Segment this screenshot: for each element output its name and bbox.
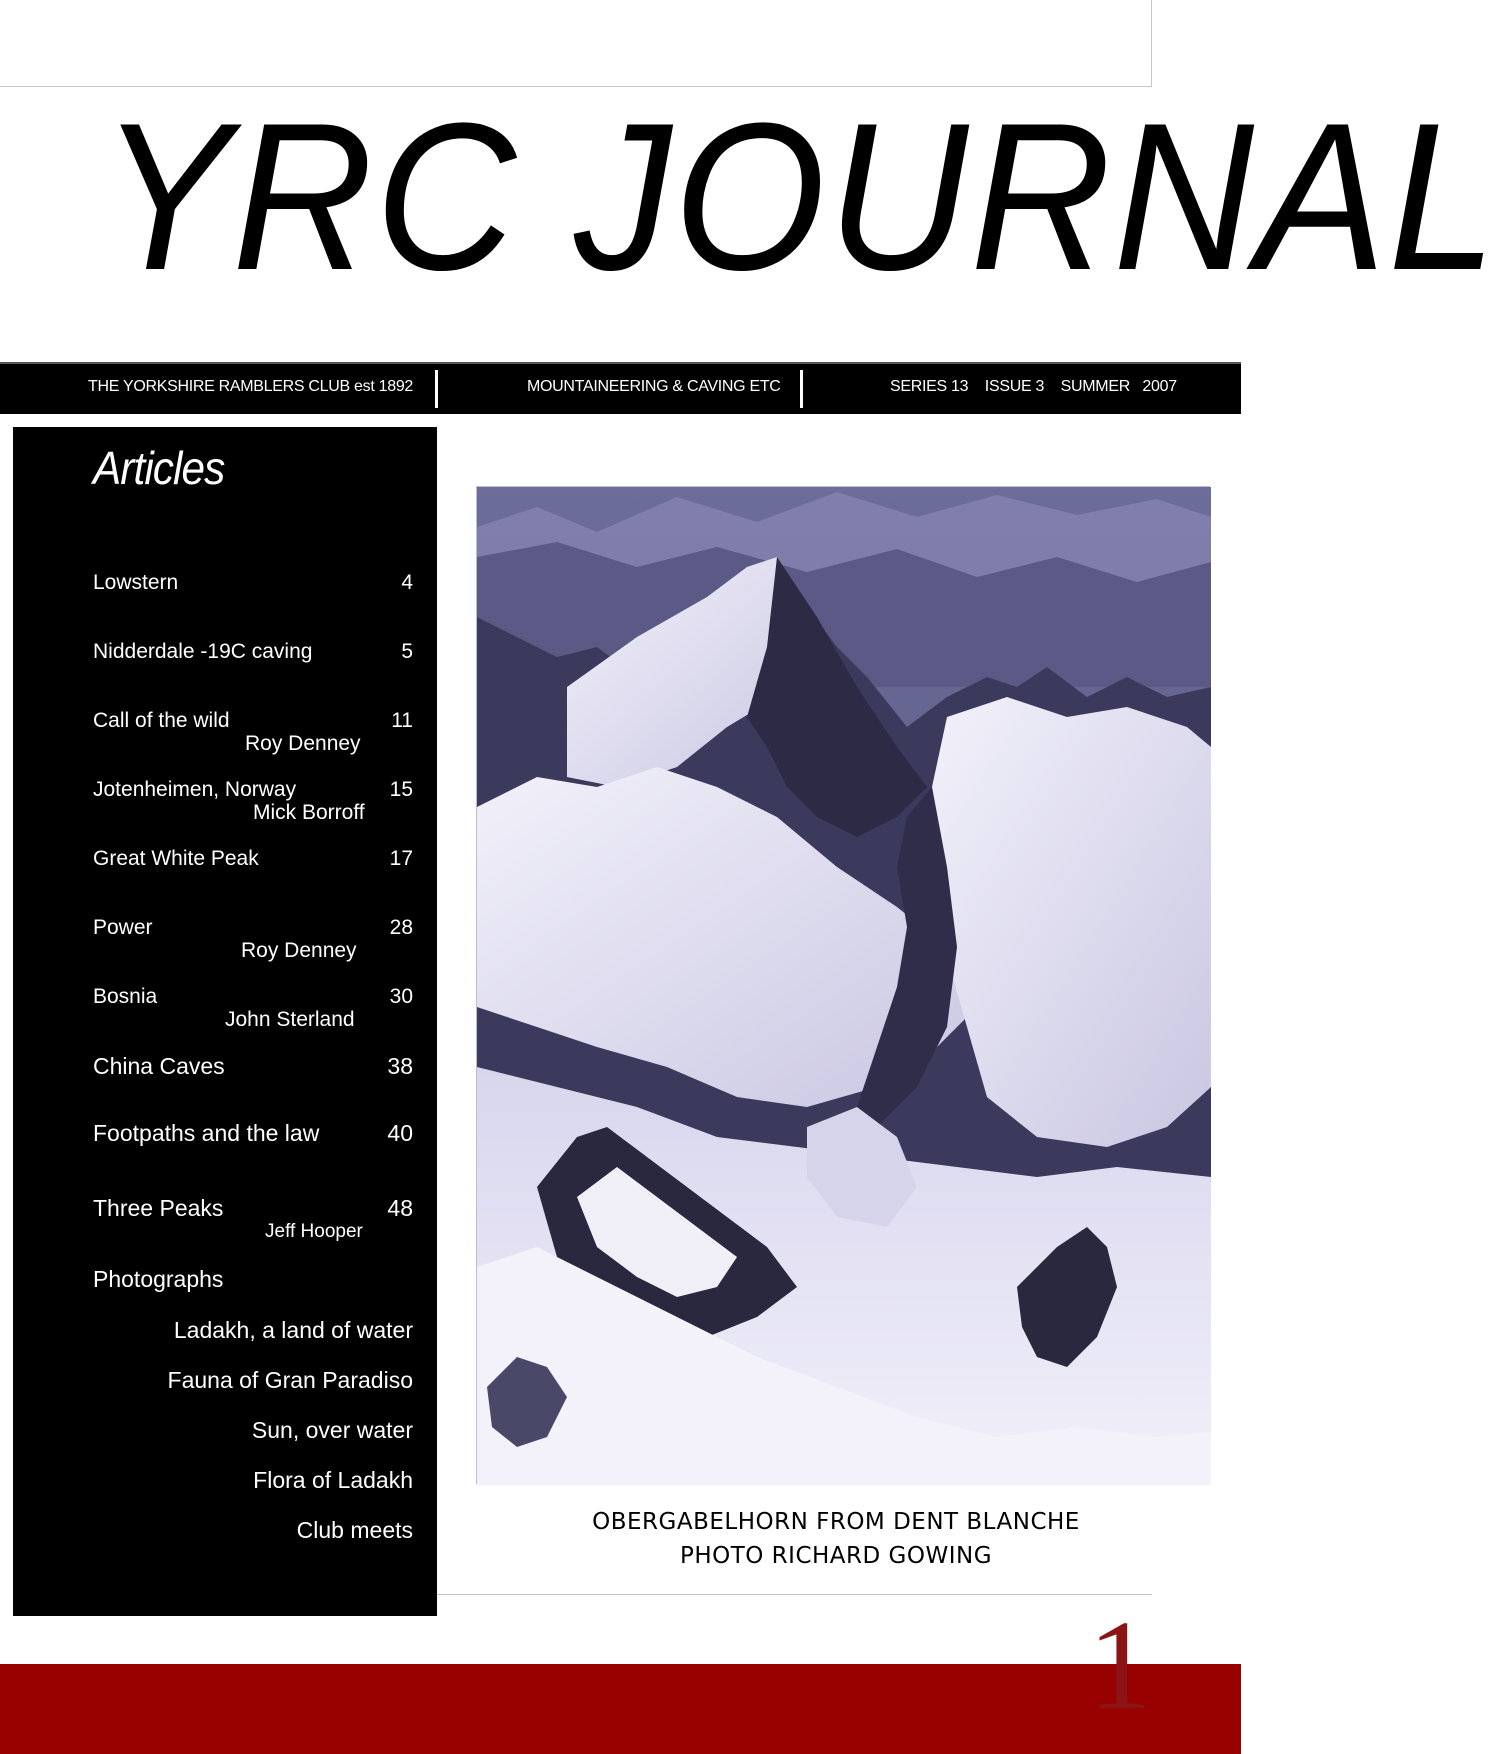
toc-author: Roy Denney bbox=[245, 732, 361, 755]
page-number: 1 bbox=[1088, 1594, 1152, 1736]
photo-feature-item[interactable]: Flora of Ladakh bbox=[253, 1467, 413, 1493]
toc-author: Jeff Hooper bbox=[265, 1221, 363, 1242]
masthead bbox=[100, 79, 1499, 314]
toc-author: Mick Borroff bbox=[253, 801, 365, 824]
info-bar bbox=[0, 362, 1241, 414]
toc-page-number: 15 bbox=[389, 778, 413, 801]
bottom-rule bbox=[437, 1594, 1152, 1595]
top-frame-rule bbox=[0, 0, 1152, 87]
issue-info: SERIES 13 ISSUE 3 SUMMER 2007 bbox=[890, 378, 1177, 395]
info-separator bbox=[800, 370, 803, 408]
toc-title: Call of the wild bbox=[93, 709, 230, 732]
photo-feature-item[interactable]: Club meets bbox=[296, 1517, 413, 1543]
photo-feature-item[interactable]: Fauna of Gran Paradiso bbox=[167, 1367, 413, 1393]
toc-page-number: 11 bbox=[391, 709, 413, 732]
toc-page-number: 40 bbox=[387, 1120, 413, 1146]
toc-title: Jotenheimen, Norway bbox=[93, 778, 297, 801]
toc-author: Roy Denney bbox=[241, 939, 357, 962]
toc-page-number: 28 bbox=[389, 916, 413, 939]
photo-credit: PHOTO RICHARD GOWING bbox=[679, 1543, 993, 1569]
photo-feature-item[interactable]: Ladakh, a land of water bbox=[173, 1317, 413, 1343]
toc-page-number: 48 bbox=[387, 1195, 413, 1221]
info-separator bbox=[435, 370, 438, 408]
photo-caption bbox=[476, 1505, 1196, 1573]
cover-photo bbox=[476, 486, 1210, 1484]
toc-page-number: 17 bbox=[389, 847, 413, 870]
toc-title: Three Peaks bbox=[93, 1195, 224, 1221]
mountain-illustration bbox=[477, 487, 1211, 1485]
journal-title: YRC JOURNAL bbox=[100, 79, 1499, 314]
contents-sidebar bbox=[13, 427, 437, 1616]
toc-page-number: 38 bbox=[387, 1053, 413, 1079]
toc-title: Footpaths and the law bbox=[93, 1120, 320, 1146]
toc-title: Great White Peak bbox=[93, 847, 259, 870]
photographs-heading: Photographs bbox=[93, 1266, 224, 1292]
toc-title: China Caves bbox=[93, 1053, 225, 1079]
toc-title: Nidderdale -19C caving bbox=[93, 640, 313, 663]
photo-feature-item[interactable]: Sun, over water bbox=[251, 1417, 413, 1443]
toc-page-number: 5 bbox=[401, 640, 413, 663]
toc-page-number: 30 bbox=[389, 985, 413, 1008]
articles-heading: Articles bbox=[93, 442, 225, 494]
photo-caption-title: OBERGABELHORN FROM DENT BLANCHE bbox=[592, 1509, 1080, 1535]
footer-band bbox=[0, 1664, 1241, 1754]
toc-title: Lowstern bbox=[93, 571, 179, 594]
toc-page-number: 4 bbox=[401, 571, 413, 594]
journal-subject: MOUNTAINEERING & CAVING ETC bbox=[527, 378, 781, 395]
toc-title: Power bbox=[93, 916, 153, 939]
toc-title: Bosnia bbox=[93, 985, 158, 1008]
club-name: THE YORKSHIRE RAMBLERS CLUB est 1892 bbox=[88, 378, 414, 395]
toc-author: John Sterland bbox=[225, 1008, 355, 1031]
